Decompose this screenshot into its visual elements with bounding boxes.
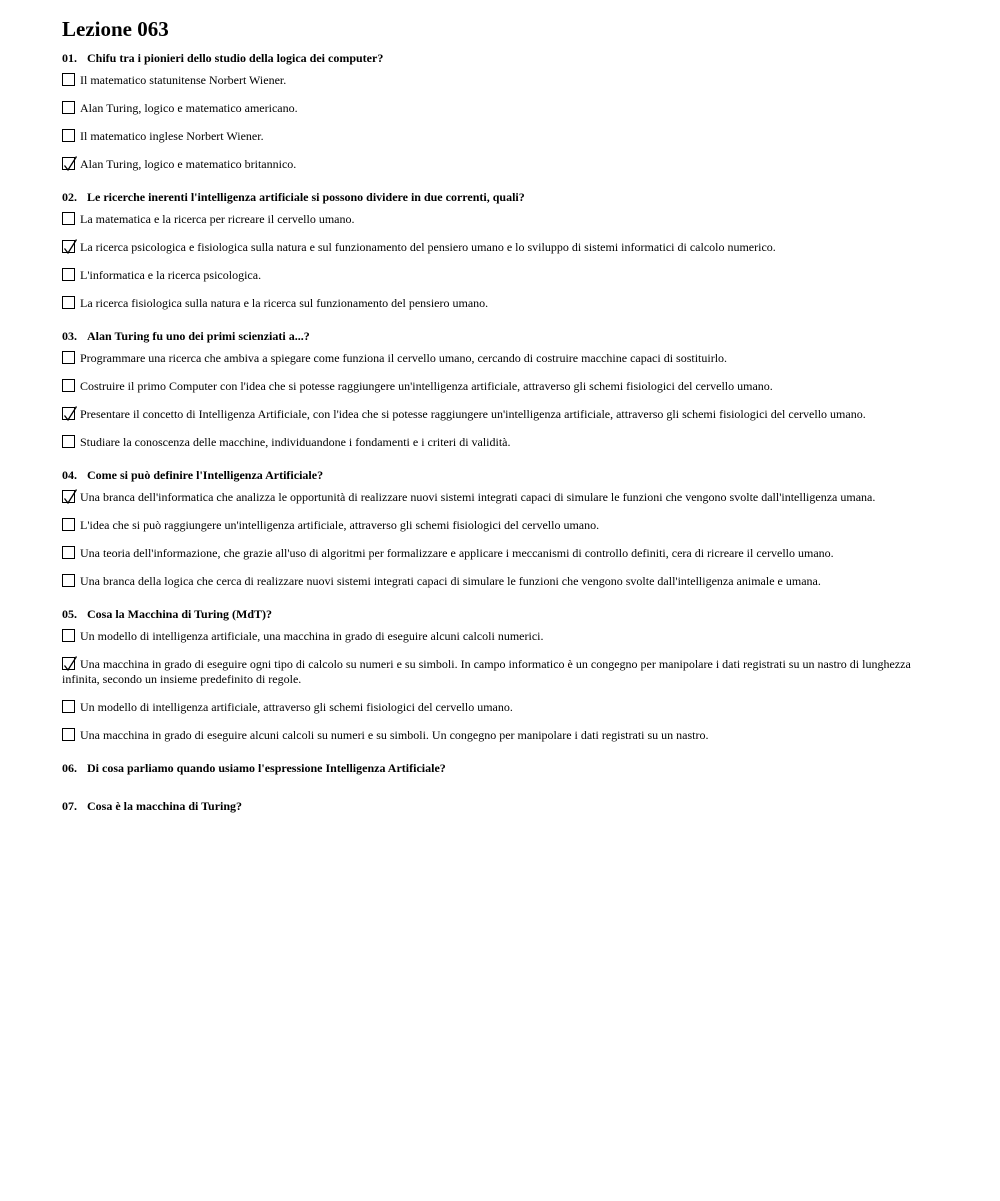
answer-option[interactable]	[62, 101, 942, 116]
answer-option-text: Costruire il primo Computer con l'idea che si potesse raggiungere un'intelligenza artificiale, attraverso gli schemi fisiologici del cervello umano.	[80, 379, 773, 393]
answer-option-text: Una branca della logica che cerca di realizzare nuovi sistemi integrati capaci di simulare le funzioni che vengono svolte dall'intelligenza animale e umana.	[80, 574, 821, 588]
question-text: Di cosa parliamo quando usiamo l'espressione Intelligenza Artificiale?	[87, 761, 446, 775]
question-text: Le ricerche inerenti l'intelligenza artificiale si possono dividere in due correnti, quali?	[87, 190, 525, 204]
answer-option[interactable]	[62, 73, 942, 88]
question-text: Chifu tra i pionieri dello studio della logica dei computer?	[87, 51, 384, 65]
question-1	[62, 50, 942, 172]
checked-checkbox-icon[interactable]	[62, 157, 75, 170]
empty-checkbox-icon[interactable]	[62, 700, 75, 713]
answer-option[interactable]	[62, 268, 942, 283]
answer-option-text: La matematica e la ricerca per ricreare il cervello umano.	[80, 212, 355, 226]
empty-checkbox-icon[interactable]	[62, 574, 75, 587]
page-title: Lezione 063	[62, 17, 169, 41]
empty-checkbox-icon[interactable]	[62, 379, 75, 392]
question-2	[62, 189, 942, 311]
question-number: 01.	[62, 51, 77, 65]
empty-checkbox-icon[interactable]	[62, 129, 75, 142]
question-5	[62, 606, 942, 743]
empty-checkbox-icon[interactable]	[62, 296, 75, 309]
empty-checkbox-icon[interactable]	[62, 73, 75, 86]
answer-option[interactable]	[62, 157, 942, 172]
answer-option-text: L'informatica e la ricerca psicologica.	[80, 268, 262, 282]
answer-option[interactable]	[62, 129, 942, 144]
answer-option[interactable]	[62, 546, 942, 561]
empty-checkbox-icon[interactable]	[62, 101, 75, 114]
question-number: 06.	[62, 761, 77, 775]
answer-option-text: Il matematico statunitense Norbert Wiener.	[80, 73, 287, 87]
document-page	[62, 16, 942, 836]
question-heading	[62, 189, 942, 205]
question-text: Cosa è la macchina di Turing?	[87, 799, 243, 813]
answer-option[interactable]	[62, 212, 942, 227]
checked-checkbox-icon[interactable]	[62, 407, 75, 420]
question-list	[62, 50, 942, 814]
answer-option-text: La ricerca psicologica e fisiologica sulla natura e sul funzionamento del pensiero umano e lo sviluppo di sistemi informatici di calcolo numerico.	[80, 240, 776, 254]
answer-option-text: Un modello di intelligenza artificiale, una macchina in grado di eseguire alcuni calcoli numerici.	[80, 629, 544, 643]
question-number: 05.	[62, 607, 77, 621]
checked-checkbox-icon[interactable]	[62, 240, 75, 253]
answer-option[interactable]	[62, 700, 942, 715]
question-heading	[62, 606, 942, 622]
answer-option[interactable]	[62, 728, 942, 743]
answer-option-text: Alan Turing, logico e matematico americano.	[80, 101, 298, 115]
empty-checkbox-icon[interactable]	[62, 629, 75, 642]
empty-checkbox-icon[interactable]	[62, 518, 75, 531]
answer-option-text: Un modello di intelligenza artificiale, attraverso gli schemi fisiologici del cervello umano.	[80, 700, 513, 714]
empty-checkbox-icon[interactable]	[62, 212, 75, 225]
checked-checkbox-icon[interactable]	[62, 657, 75, 670]
answer-option[interactable]	[62, 518, 942, 533]
question-number: 07.	[62, 799, 77, 813]
answer-option[interactable]	[62, 351, 942, 366]
question-heading	[62, 798, 942, 814]
checked-checkbox-icon[interactable]	[62, 490, 75, 503]
answer-option[interactable]	[62, 435, 942, 450]
answer-option[interactable]	[62, 240, 942, 255]
question-3	[62, 328, 942, 450]
answer-option[interactable]	[62, 490, 942, 505]
question-number: 04.	[62, 468, 77, 482]
empty-checkbox-icon[interactable]	[62, 268, 75, 281]
answer-option-text: Presentare il concetto di Intelligenza Artificiale, con l'idea che si potesse raggiungere un'intelligenza artificiale, attraverso gli schemi fisiologici del cervello umano.	[80, 407, 866, 421]
question-7	[62, 798, 942, 814]
empty-checkbox-icon[interactable]	[62, 546, 75, 559]
question-heading	[62, 467, 942, 483]
question-text: Alan Turing fu uno dei primi scienziati a...?	[87, 329, 310, 343]
question-text: Cosa la Macchina di Turing (MdT)?	[87, 607, 273, 621]
question-text: Come si può definire l'Intelligenza Artificiale?	[87, 468, 324, 482]
question-heading	[62, 760, 942, 776]
answer-option-text: Una macchina in grado di eseguire alcuni calcoli su numeri e su simboli. Un congegno per manipolare i dati registrati su un nastro.	[80, 728, 709, 742]
answer-option-text: Alan Turing, logico e matematico britannico.	[80, 157, 297, 171]
answer-option-text: La ricerca fisiologica sulla natura e la ricerca sul funzionamento del pensiero umano.	[80, 296, 489, 310]
answer-option-text: Una teoria dell'informazione, che grazie all'uso di algoritmi per formalizzare e applicare i meccanismi di controllo definiti, cera di ricreare il cervello umano.	[80, 546, 834, 560]
question-number: 02.	[62, 190, 77, 204]
answer-option-text: Una branca dell'informatica che analizza le opportunità di realizzare nuovi sistemi integrati capaci di simulare le funzioni che vengono svolte dall'intelligenza umana.	[80, 490, 876, 504]
question-4	[62, 467, 942, 589]
empty-checkbox-icon[interactable]	[62, 351, 75, 364]
answer-option[interactable]	[62, 296, 942, 311]
empty-checkbox-icon[interactable]	[62, 435, 75, 448]
question-heading	[62, 328, 942, 344]
answer-option-text: Studiare la conoscenza delle macchine, individuandone i fondamenti e i criteri di validità.	[80, 435, 511, 449]
answer-option-text: L'idea che si può raggiungere un'intelligenza artificiale, attraverso gli schemi fisiologici del cervello umano.	[80, 518, 600, 532]
answer-option[interactable]	[62, 379, 942, 394]
empty-checkbox-icon[interactable]	[62, 728, 75, 741]
answer-option[interactable]	[62, 574, 942, 589]
question-heading	[62, 50, 942, 66]
answer-option[interactable]	[62, 629, 942, 644]
answer-option-text: Programmare una ricerca che ambiva a spiegare come funziona il cervello umano, cercando di costruire macchine capaci di sostituirlo.	[80, 351, 728, 365]
answer-option-text: Una macchina in grado di eseguire ogni tipo di calcolo su numeri e su simboli. In campo informatico è un congegno per manipolare i dati registrati su un nastro di lunghezza infinita, secondo un insieme predefinito di regole.	[62, 657, 911, 686]
answer-option[interactable]	[62, 657, 942, 687]
answer-option[interactable]	[62, 407, 942, 422]
question-6	[62, 760, 942, 776]
answer-option-text: Il matematico inglese Norbert Wiener.	[80, 129, 264, 143]
question-number: 03.	[62, 329, 77, 343]
